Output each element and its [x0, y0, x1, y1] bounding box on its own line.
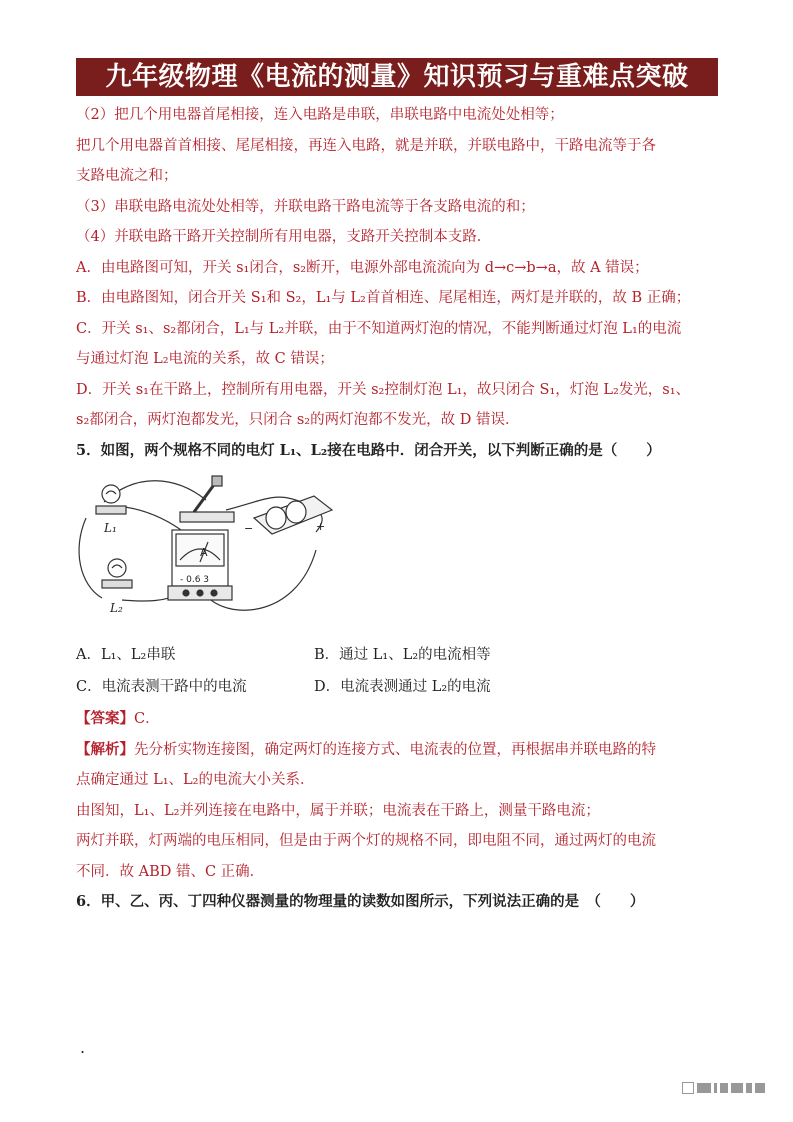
page-title: 九年级物理《电流的测量》知识预习与重难点突破 — [76, 58, 718, 96]
answer-line: s₂都闭合，两灯泡都发光，只闭合 s₂的两灯泡都不发光，故 D 错误． — [76, 412, 520, 428]
analysis-line: 不同．故 ABD 错、C 正确． — [76, 863, 265, 880]
question-6-stem: 6．甲、乙、丙、丁四种仪器测量的物理量的读数如图所示，下列说法正确的是 （ ） — [76, 893, 645, 910]
previous-answers — [76, 100, 721, 436]
document-body — [76, 100, 721, 918]
lamp-2-label: L₂ — [110, 601, 123, 615]
answer-line: （3）串联电路电流处处相等，并联电路干路电流等于各支路电流的和； — [76, 198, 535, 215]
analysis-row — [76, 735, 721, 766]
analysis-line: 由图知，L₁、L₂并列连接在电路中，属于并联；电流表在干路上，测量干路电流； — [76, 802, 600, 819]
circuit-figure — [76, 470, 336, 630]
answer-line: A．由电路图可知，开关 s₁闭合，s₂断开，电源外部电流流向为 d→c→b→a，故 A 错误； — [76, 259, 649, 276]
answer-line: 支路电流之和； — [76, 168, 178, 184]
battery-minus: − — [244, 522, 254, 535]
question-5-stem: 5．如图，两个规格不同的电灯 L₁、L₂接在电路中．闭合开关，以下判断正确的是（ ） — [76, 441, 661, 459]
answer-line: 把几个用电器首首相接、尾尾相接，再连入电路，就是并联，并联电路中，干路电流等于各 — [76, 137, 656, 154]
question-5-options — [76, 640, 721, 704]
analysis-line: 点确定通过 L₁、L₂的电流大小关系． — [76, 772, 315, 788]
footer-dot: . — [80, 1038, 86, 1057]
analysis-line: 先分析实物连接图，确定两灯的连接方式、电流表的位置，再根据串并联电路的特 — [134, 741, 656, 758]
answer-line: （2）把几个用电器首尾相接，连入电路是串联，串联电路中电流处处相等； — [76, 107, 564, 123]
answer-line: B．由电路图知，闭合开关 S₁和 S₂，L₁与 L₂首首相连、尾尾相连，两灯是并联的，故 B 正确； — [76, 290, 691, 306]
watermark-icon — [682, 1082, 765, 1094]
option-b: B．通过 L₁、L₂的电流相等 — [314, 647, 491, 663]
analysis-line: 两灯并联，灯两端的电压相同，但是由于两个灯的规格不同，即电阻不同，通过两灯的电流 — [76, 833, 656, 849]
option-a: A．L₁、L₂串联 — [76, 647, 176, 663]
answer-value: C． — [134, 711, 160, 727]
answer-row — [76, 704, 721, 735]
option-d: D．电流表测通过 L₂的电流 — [314, 679, 491, 695]
lamp-1-label: L₁ — [104, 521, 117, 535]
answer-line: （4）并联电路干路开关控制所有用电器，支路开关控制本支路． — [76, 229, 492, 245]
answer-line: D．开关 s₁在干路上，控制所有用电器，开关 s₂控制灯泡 L₁，故只闭合 S₁，灯泡 L₂发光，s₁、 — [76, 381, 691, 398]
option-c: C．电流表测干路中的电流 — [76, 679, 247, 695]
answer-tag: 【答案】 — [76, 710, 134, 727]
ammeter-symbol: A — [200, 546, 208, 559]
battery-plus: + — [316, 520, 326, 533]
answer-line: 与通过灯泡 L₂电流的关系，故 C 错误； — [76, 351, 334, 367]
answer-line: C．开关 s₁、s₂都闭合，L₁与 L₂并联，由于不知道两灯泡的情况，不能判断通过灯泡 L₁的电流 — [76, 320, 682, 337]
ammeter-terminals: - 0.6 3 — [180, 575, 210, 585]
analysis-tag: 【解析】 — [76, 740, 134, 758]
